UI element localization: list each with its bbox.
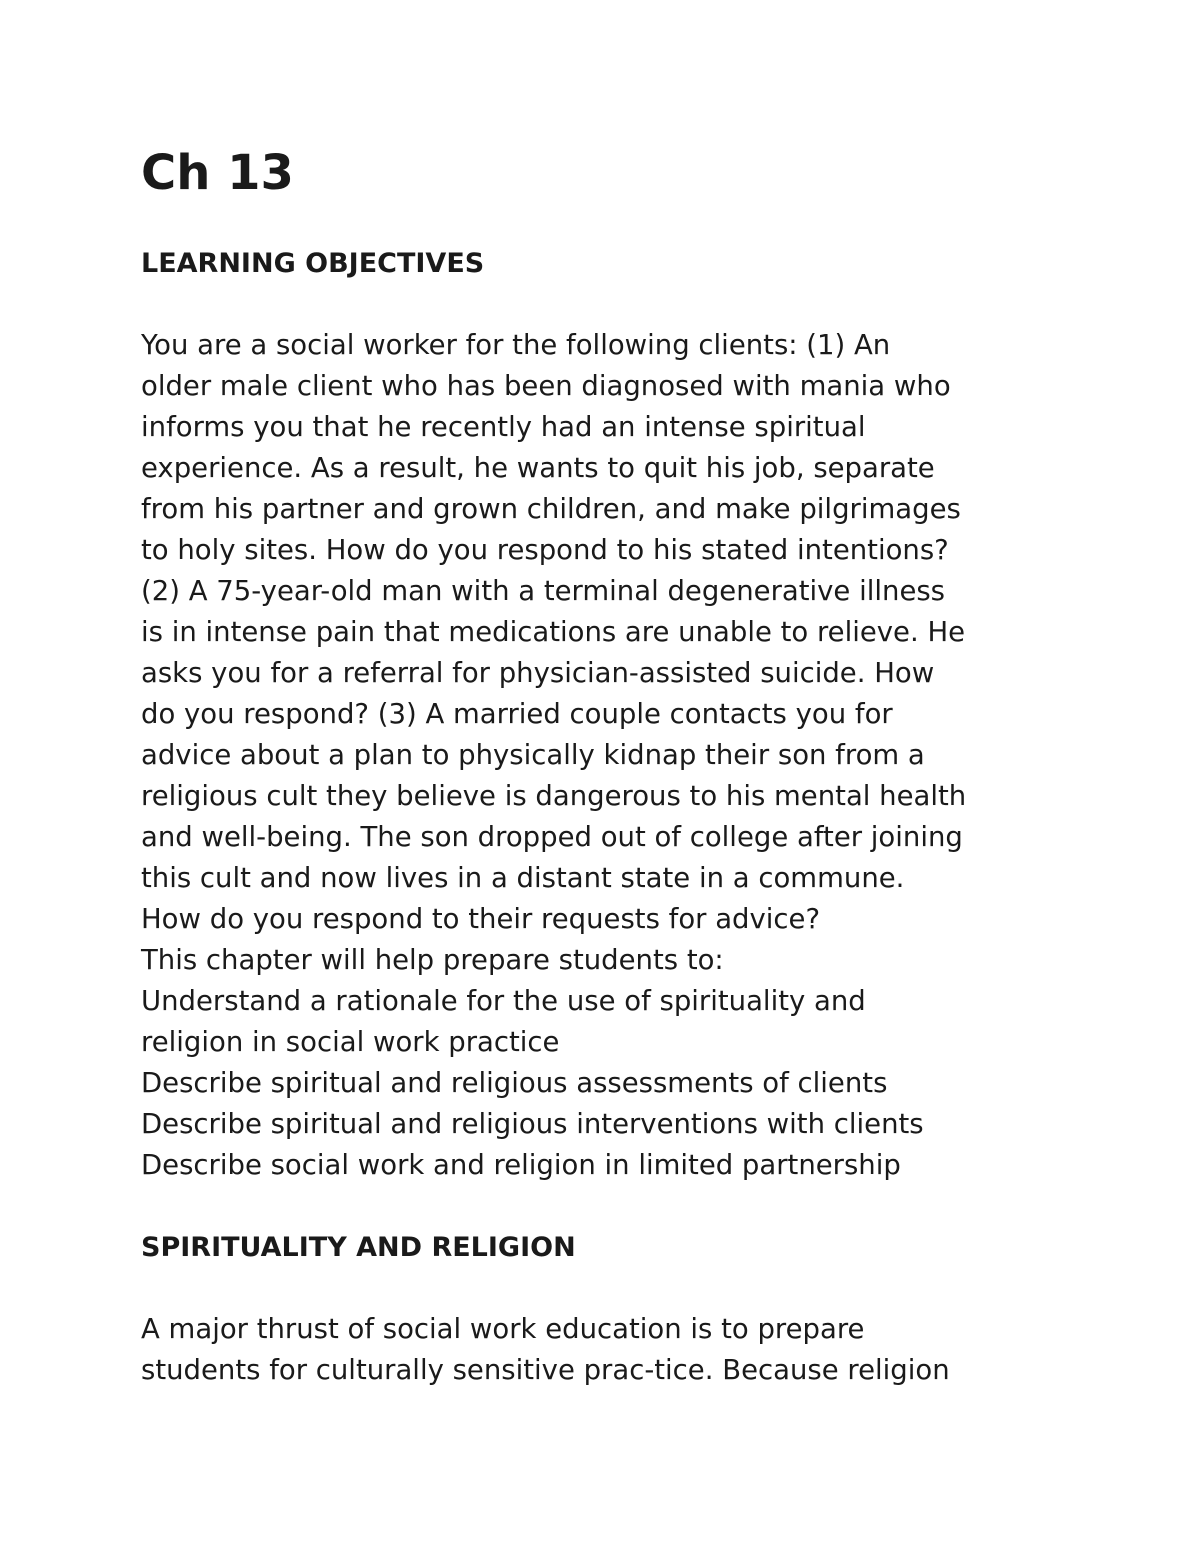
objective-item: Describe social work and religion in limited partnership [141, 1149, 901, 1181]
chapter-title: Ch 13 [141, 145, 294, 201]
body-line: advice about a plan to physically kidnap their son from a [141, 739, 925, 771]
body-line: this cult and now lives in a distant state in a commune. [141, 862, 905, 894]
body-line: This chapter will help prepare students to: [141, 944, 724, 976]
body-line: is in intense pain that medications are unable to relieve. He [141, 616, 966, 648]
body-line: and well-being. The son dropped out of college after joining [141, 821, 963, 853]
objective-item: Describe spiritual and religious interventions with clients [141, 1108, 924, 1140]
body-line: How do you respond to their requests for advice? [141, 903, 821, 935]
spirituality-body [141, 1309, 950, 1391]
body-line: from his partner and grown children, and make pilgrimages [141, 493, 961, 525]
body-line: informs you that he recently had an intense spiritual [141, 411, 866, 443]
body-line: religious cult they believe is dangerous to his mental health [141, 780, 967, 812]
body-line: A major thrust of social work education is to prepare [141, 1313, 865, 1345]
body-line: older male client who has been diagnosed with mania who [141, 370, 951, 402]
body-line: You are a social worker for the following clients: (1) An [141, 329, 891, 361]
body-line: to holy sites. How do you respond to his stated intentions? [141, 534, 949, 566]
body-line: (2) A 75-year-old man with a terminal degenerative illness [141, 575, 946, 607]
objective-item: Understand a rationale for the use of spirituality and [141, 985, 866, 1017]
section-heading-learning-objectives: LEARNING OBJECTIVES [141, 248, 485, 279]
objective-item: Describe spiritual and religious assessments of clients [141, 1067, 888, 1099]
body-line: students for culturally sensitive prac-tice. Because religion [141, 1354, 950, 1386]
objective-item: religion in social work practice [141, 1026, 560, 1058]
learning-objectives-body [141, 325, 966, 1186]
section-heading-spirituality-and-religion: SPIRITUALITY AND RELIGION [141, 1232, 576, 1263]
body-line: do you respond? (3) A married couple contacts you for [141, 698, 893, 730]
body-line: asks you for a referral for physician-assisted suicide. How [141, 657, 935, 689]
body-line: experience. As a result, he wants to quit his job, separate [141, 452, 935, 484]
